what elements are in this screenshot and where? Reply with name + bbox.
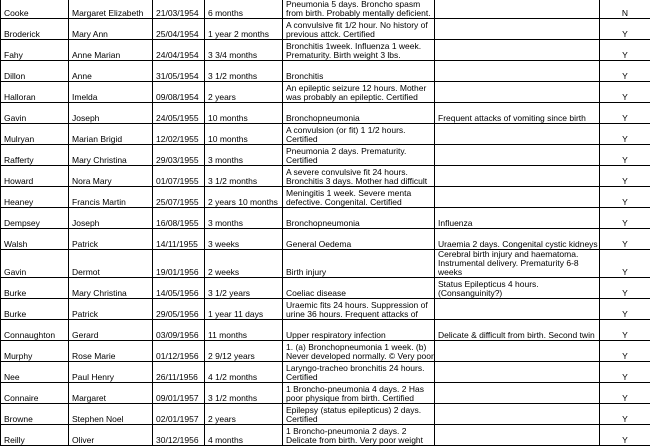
forenames-cell: Oliver [69, 425, 153, 446]
forenames-cell: Imelda [69, 82, 153, 103]
forenames-cell: Mary Christina [69, 145, 153, 166]
other-cause-cell: Status Epilepticus 4 hours. (Consanguinity?) [435, 278, 600, 299]
table-row [1, 362, 650, 383]
age-cell: 2 years [205, 404, 283, 425]
records-table-body [1, 0, 650, 446]
age-cell: 3 months [205, 145, 283, 166]
other-cause-cell [435, 299, 600, 320]
other-cause-cell [435, 19, 600, 40]
age-cell: 3 1/2 months [205, 61, 283, 82]
surname-cell: Connaughton [1, 320, 69, 341]
other-cause-cell [435, 124, 600, 145]
flag-cell: Y [600, 250, 650, 278]
flag-cell: Y [600, 383, 650, 404]
forenames-cell: Patrick [69, 299, 153, 320]
cause-cell: Pneumonia 2 days. Prematurity. Certified [283, 145, 435, 166]
other-cause-cell [435, 341, 600, 362]
age-cell: 3 3/4 months [205, 40, 283, 61]
age-cell: 3 1/2 months [205, 383, 283, 404]
table-row [1, 40, 650, 61]
date-cell: 21/03/1954 [153, 0, 205, 19]
age-cell: 2 9/12 years [205, 341, 283, 362]
other-cause-cell [435, 362, 600, 383]
forenames-cell: Margaret Elizabeth [69, 0, 153, 19]
surname-cell: Halloran [1, 82, 69, 103]
age-cell: 4 1/2 months [205, 362, 283, 383]
surname-cell: Burke [1, 278, 69, 299]
cause-cell: A convulsive fit 1/2 hour. No history of previous attck. Certified [283, 19, 435, 40]
date-cell: 25/04/1954 [153, 19, 205, 40]
surname-cell: Fahy [1, 40, 69, 61]
table-row [1, 61, 650, 82]
other-cause-cell: Influenza [435, 208, 600, 229]
other-cause-cell [435, 61, 600, 82]
other-cause-cell [435, 383, 600, 404]
table-row [1, 250, 650, 278]
forenames-cell: Margaret [69, 383, 153, 404]
flag-cell: Y [600, 124, 650, 145]
age-cell: 2 weeks [205, 250, 283, 278]
flag-cell: Y [600, 103, 650, 124]
flag-cell: Y [600, 229, 650, 250]
forenames-cell: Dermot [69, 250, 153, 278]
cause-cell: Bronchitis [283, 61, 435, 82]
surname-cell: Walsh [1, 229, 69, 250]
forenames-cell: Patrick [69, 229, 153, 250]
age-cell: 4 months [205, 425, 283, 446]
cause-cell: Meningitis 1 week. Severe menta defective. Congenital. Certified [283, 187, 435, 208]
forenames-cell: Mary Christina [69, 278, 153, 299]
cause-cell: A severe convulsive fit 24 hours. Bronchitis 3 days. Mother had difficult [283, 166, 435, 187]
other-cause-cell: Uraemia 2 days. Congenital cystic kidneys [435, 229, 600, 250]
table-row [1, 0, 650, 19]
flag-cell: Y [600, 299, 650, 320]
age-cell: 1 year 11 days [205, 299, 283, 320]
surname-cell: Murphy [1, 341, 69, 362]
flag-cell: Y [600, 19, 650, 40]
forenames-cell: Anne Marian [69, 40, 153, 61]
other-cause-cell: Cerebral birth injury and haematoma. Instrumental delivery. Prematurity 6-8 weeks [435, 250, 600, 278]
flag-cell: Y [600, 40, 650, 61]
cause-cell: Laryngo-tracheo bronchitis 24 hours. Certified [283, 362, 435, 383]
surname-cell: Dempsey [1, 208, 69, 229]
age-cell: 3 1/2 months [205, 166, 283, 187]
date-cell: 25/07/1955 [153, 187, 205, 208]
date-cell: 30/12/1956 [153, 425, 205, 446]
flag-cell: Y [600, 61, 650, 82]
table-row [1, 341, 650, 362]
cause-cell: Bronchopneumonia [283, 103, 435, 124]
cause-cell: 1 Broncho-pneumonia 4 days. 2 Has poor physique from birth. Certified [283, 383, 435, 404]
table-row [1, 103, 650, 124]
table-row [1, 166, 650, 187]
flag-cell: Y [600, 187, 650, 208]
age-cell: 3 1/2 years [205, 278, 283, 299]
flag-cell: Y [600, 425, 650, 446]
age-cell: 10 months [205, 103, 283, 124]
forenames-cell: Stephen Noel [69, 404, 153, 425]
table-row [1, 320, 650, 341]
surname-cell: Connaire [1, 383, 69, 404]
table-row [1, 145, 650, 166]
forenames-cell: Francis Martin [69, 187, 153, 208]
cause-cell: Bronchitis 1week. Influenza 1 week. Prematurity. Birth weight 3 lbs. [283, 40, 435, 61]
forenames-cell: Joseph [69, 103, 153, 124]
age-cell: 6 months [205, 0, 283, 19]
other-cause-cell [435, 166, 600, 187]
flag-cell: Y [600, 145, 650, 166]
table-row [1, 229, 650, 250]
forenames-cell: Gerard [69, 320, 153, 341]
surname-cell: Gavin [1, 250, 69, 278]
flag-cell: Y [600, 82, 650, 103]
cause-cell: Epilepsy (status epilepticus) 2 days. Certified [283, 404, 435, 425]
other-cause-cell [435, 82, 600, 103]
forenames-cell: Nora Mary [69, 166, 153, 187]
date-cell: 02/01/1957 [153, 404, 205, 425]
surname-cell: Broderick [1, 19, 69, 40]
table-row [1, 425, 650, 446]
flag-cell: Y [600, 341, 650, 362]
date-cell: 16/08/1955 [153, 208, 205, 229]
surname-cell: Nee [1, 362, 69, 383]
flag-cell: N [600, 0, 650, 19]
flag-cell: Y [600, 166, 650, 187]
date-cell: 09/01/1957 [153, 383, 205, 404]
forenames-cell: Anne [69, 61, 153, 82]
surname-cell: Dillon [1, 61, 69, 82]
age-cell: 10 months [205, 124, 283, 145]
other-cause-cell [435, 40, 600, 61]
forenames-cell: Rose Marie [69, 341, 153, 362]
other-cause-cell: Delicate & difficult from birth. Second twin [435, 320, 600, 341]
surname-cell: Rafferty [1, 145, 69, 166]
cause-cell: General Oedema [283, 229, 435, 250]
other-cause-cell: Frequent attacks of vomiting since birth [435, 103, 600, 124]
date-cell: 26/11/1956 [153, 362, 205, 383]
date-cell: 01/12/1956 [153, 341, 205, 362]
table-row [1, 299, 650, 320]
date-cell: 09/08/1954 [153, 82, 205, 103]
forenames-cell: Paul Henry [69, 362, 153, 383]
age-cell: 2 years 10 months [205, 187, 283, 208]
cause-cell: An epileptic seizure 12 hours. Mother was probably an epileptic. Certified [283, 82, 435, 103]
forenames-cell: Mary Ann [69, 19, 153, 40]
date-cell: 01/07/1955 [153, 166, 205, 187]
other-cause-cell [435, 187, 600, 208]
surname-cell: Heaney [1, 187, 69, 208]
other-cause-cell [435, 0, 600, 19]
date-cell: 14/11/1955 [153, 229, 205, 250]
table-row [1, 383, 650, 404]
cause-cell: Upper respiratory infection [283, 320, 435, 341]
age-cell: 3 weeks [205, 229, 283, 250]
age-cell: 1 year 2 months [205, 19, 283, 40]
other-cause-cell [435, 404, 600, 425]
surname-cell: Burke [1, 299, 69, 320]
date-cell: 14/05/1956 [153, 278, 205, 299]
surname-cell: Browne [1, 404, 69, 425]
table-row [1, 124, 650, 145]
date-cell: 29/05/1956 [153, 299, 205, 320]
cause-cell: 1. (a) Bronchopneumonia 1 week. (b) Never developed normally. © Very poor [283, 341, 435, 362]
table-row [1, 19, 650, 40]
cause-cell: Birth injury [283, 250, 435, 278]
cause-cell: 1 Broncho-pneumonia 2 days. 2 Delicate from birth. Very poor weight [283, 425, 435, 446]
date-cell: 24/04/1954 [153, 40, 205, 61]
cause-cell: Bronchopneumonia [283, 208, 435, 229]
date-cell: 24/05/1955 [153, 103, 205, 124]
flag-cell: Y [600, 208, 650, 229]
age-cell: 11 months [205, 320, 283, 341]
date-cell: 19/01/1956 [153, 250, 205, 278]
date-cell: 03/09/1956 [153, 320, 205, 341]
age-cell: 2 years [205, 82, 283, 103]
surname-cell: Cooke [1, 0, 69, 19]
flag-cell: Y [600, 362, 650, 383]
age-cell: 3 months [205, 208, 283, 229]
surname-cell: Mulryan [1, 124, 69, 145]
surname-cell: Reilly [1, 425, 69, 446]
table-row [1, 208, 650, 229]
other-cause-cell [435, 425, 600, 446]
cause-cell: Uraemic fits 24 hours. Suppression of urine 36 hours. Frequent attacks of [283, 299, 435, 320]
table-row [1, 187, 650, 208]
cause-cell: Pneumonia 5 days. Broncho spasm from birth. Probably mentally deficient. [283, 0, 435, 19]
date-cell: 31/05/1954 [153, 61, 205, 82]
flag-cell: Y [600, 404, 650, 425]
forenames-cell: Joseph [69, 208, 153, 229]
forenames-cell: Marian Brigid [69, 124, 153, 145]
surname-cell: Gavin [1, 103, 69, 124]
date-cell: 12/02/1955 [153, 124, 205, 145]
surname-cell: Howard [1, 166, 69, 187]
table-row [1, 82, 650, 103]
flag-cell: Y [600, 320, 650, 341]
table-row [1, 278, 650, 299]
flag-cell: Y [600, 278, 650, 299]
cause-cell: Coeliac disease [283, 278, 435, 299]
table-row [1, 404, 650, 425]
cause-cell: A convulsion (or fit) 1 1/2 hours. Certified [283, 124, 435, 145]
other-cause-cell [435, 145, 600, 166]
date-cell: 29/03/1955 [153, 145, 205, 166]
